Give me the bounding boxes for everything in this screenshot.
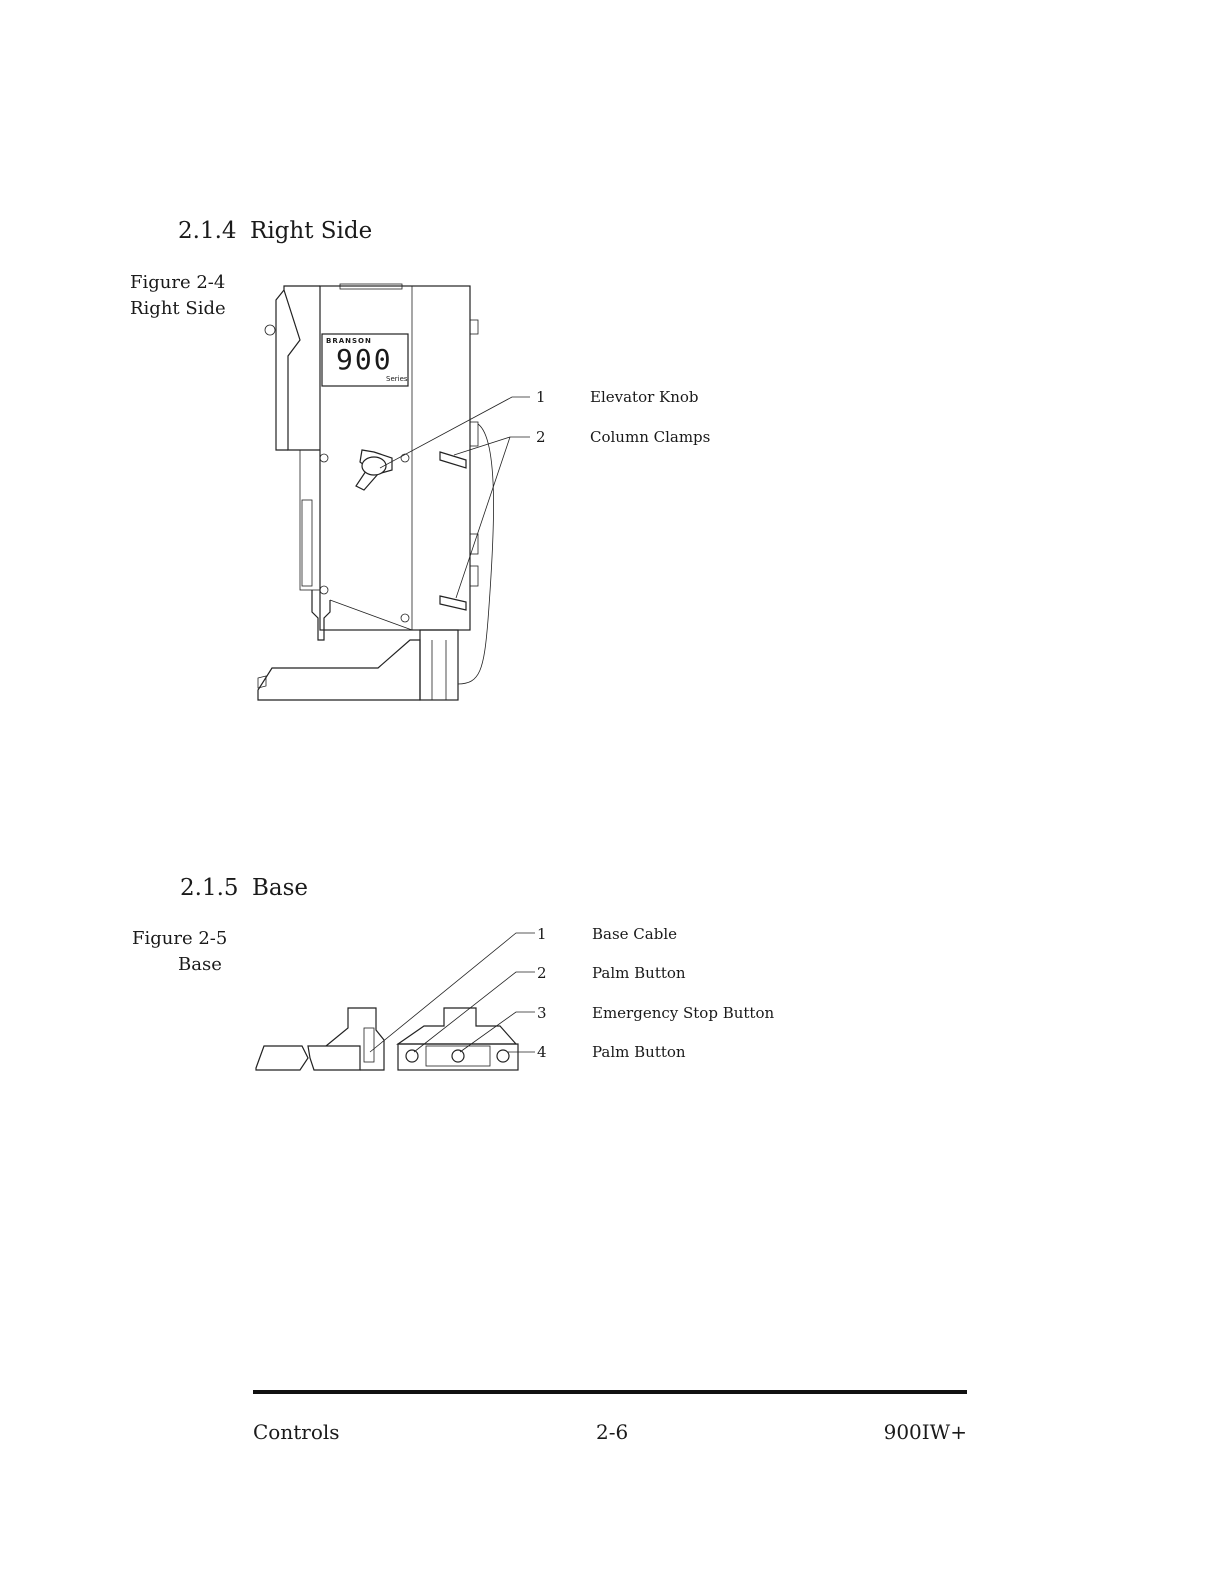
figure-2-4-caption: Right Side — [130, 298, 226, 319]
figure-2-4-callout-label-1: Elevator Knob — [590, 388, 699, 406]
figure-2-5-callout-label-3: Emergency Stop Button — [592, 1004, 775, 1022]
device-series-label: Series — [386, 375, 408, 383]
section-title-right-side: Right Side — [250, 218, 373, 244]
figure-2-5-callout-number-2: 2 — [537, 964, 547, 982]
footer-product-name: 900IW+ — [883, 1420, 967, 1444]
figure-2-5-callout-label-4: Palm Button — [592, 1043, 686, 1061]
figure-2-4-callout-label-2: Column Clamps — [590, 428, 711, 446]
base-side-view-illustration — [256, 1008, 384, 1070]
footer-section-name: Controls — [253, 1420, 340, 1444]
figure-2-5-callout-label-1: Base Cable — [592, 925, 678, 943]
figure-2-4-callout-number-2: 2 — [536, 428, 546, 446]
footer-page-number: 2-6 — [596, 1420, 629, 1444]
figure-2-5-callout-number-1: 1 — [537, 925, 547, 943]
section-title-base: Base — [252, 875, 309, 901]
device-model-number: 900 — [336, 343, 393, 376]
figure-2-4-callout-number-1: 1 — [536, 388, 546, 406]
figure-2-4-label: Figure 2-4 — [130, 272, 226, 293]
figure-2-5-label: Figure 2-5 — [132, 928, 228, 949]
figure-2-5-callout-number-4: 4 — [537, 1043, 547, 1061]
figure-2-5-callout-label-2: Palm Button — [592, 964, 686, 982]
figure-2-5-caption: Base — [178, 954, 222, 975]
figure-2-5-callout-number-3: 3 — [537, 1004, 547, 1022]
section-number-2-1-4: 2.1.4 — [178, 218, 237, 244]
footer-rule — [253, 1390, 967, 1394]
section-number-2-1-5: 2.1.5 — [180, 875, 239, 901]
brand-logo: BRANSON — [326, 337, 372, 345]
